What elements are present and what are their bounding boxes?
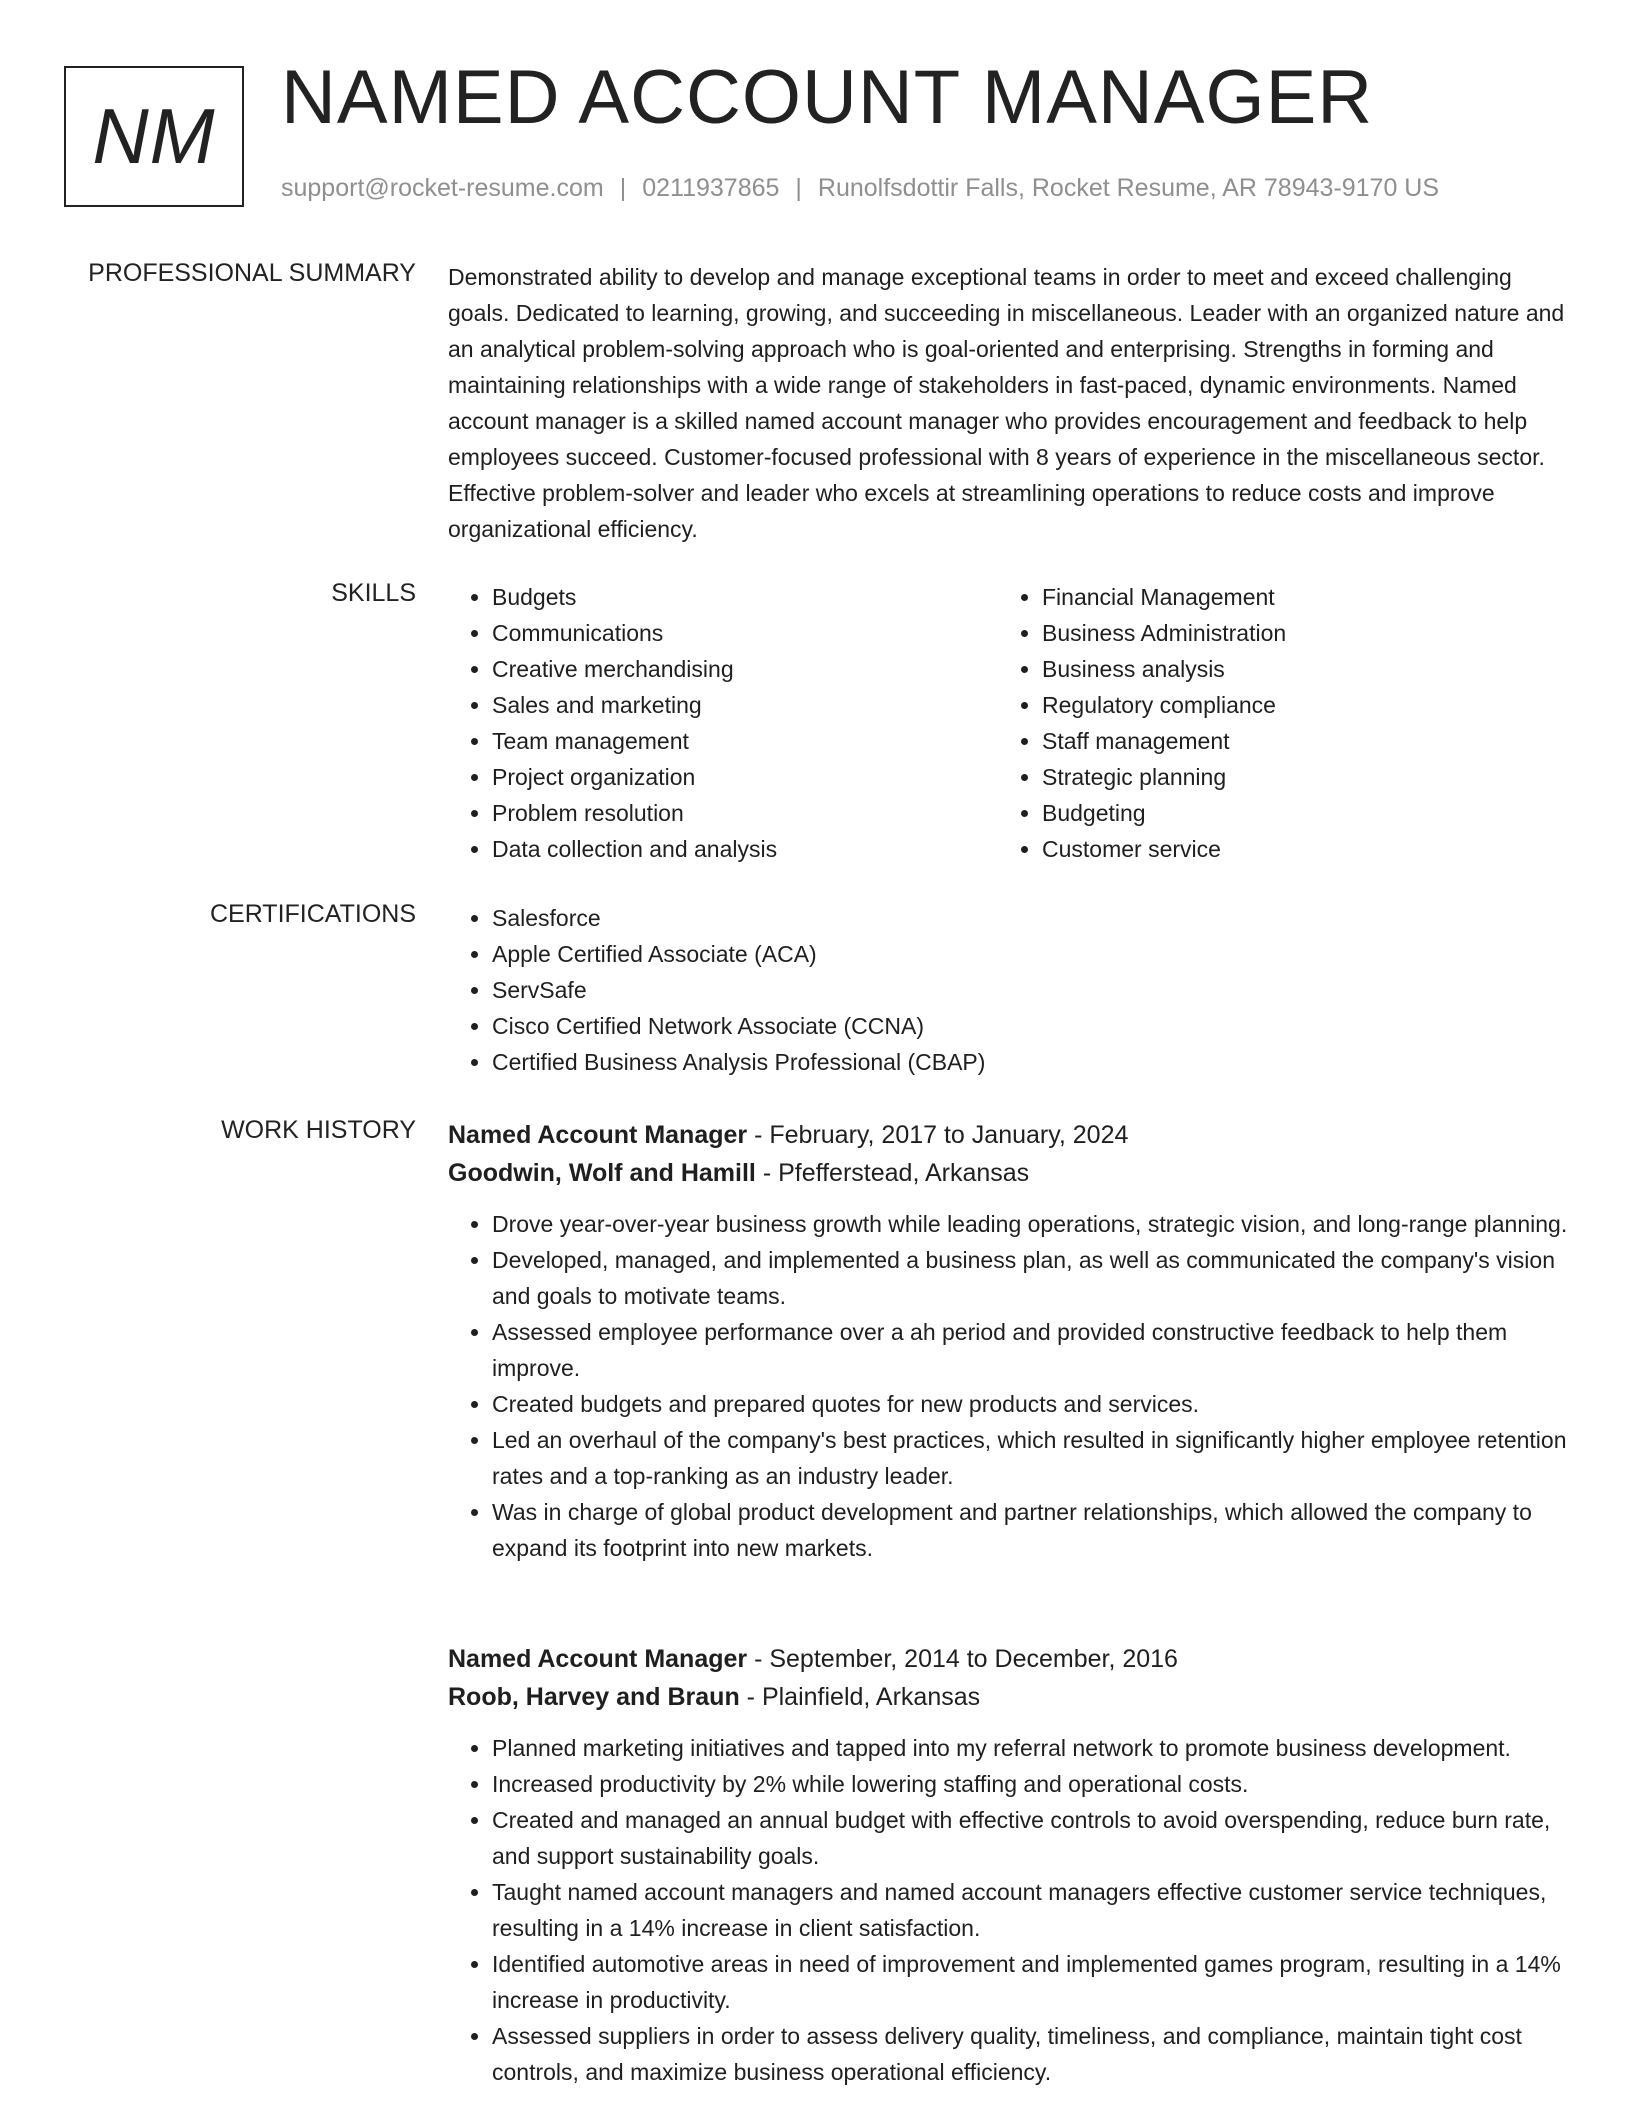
job-location: - Pfefferstead, Arkansas bbox=[755, 1159, 1030, 1187]
section-label-certifications: CERTIFICATIONS bbox=[209, 900, 416, 928]
job-entry bbox=[448, 1640, 1568, 2090]
job-bullet: • Created and managed an annual budget with effective controls to avoid overspending, reduce burn rate, and support sustainability goals. bbox=[492, 1802, 1568, 1874]
job-title-line bbox=[448, 1640, 1568, 1678]
skill-item: • Budgets bbox=[492, 579, 777, 615]
skill-item: • Project organization bbox=[492, 759, 777, 795]
certification-item: • ServSafe bbox=[492, 972, 1568, 1008]
skills-column-left bbox=[448, 579, 777, 867]
job-bullets bbox=[448, 1730, 1568, 2090]
job-company-line bbox=[448, 1678, 1568, 1716]
skill-item: • Regulatory compliance bbox=[1042, 687, 1286, 723]
job-title: Named Account Manager bbox=[448, 1121, 748, 1149]
job-bullet: • Assessed suppliers in order to assess delivery quality, timeliness, and compliance, maintain tight cost controls, and maximize business operational efficiency. bbox=[492, 2018, 1568, 2090]
section-label-work-history: WORK HISTORY bbox=[221, 1116, 416, 1144]
monogram-initials: NM bbox=[92, 92, 216, 180]
certification-item: • Salesforce bbox=[492, 900, 1568, 936]
skill-item: • Customer service bbox=[1042, 831, 1286, 867]
skill-item: • Staff management bbox=[1042, 723, 1286, 759]
job-title-line bbox=[448, 1116, 1568, 1154]
section-label-summary: PROFESSIONAL SUMMARY bbox=[88, 259, 416, 287]
certifications-list bbox=[448, 900, 1568, 1080]
job-dates: - September, 2014 to December, 2016 bbox=[747, 1645, 1178, 1673]
job-bullets bbox=[448, 1206, 1568, 1566]
job-bullet: • Assessed employee performance over a ah period and provided constructive feedback to help them improve. bbox=[492, 1314, 1568, 1386]
job-bullet: • Was in charge of global product development and partner relationships, which allowed the company to expand its footprint into new markets. bbox=[492, 1494, 1568, 1566]
skill-item: • Communications bbox=[492, 615, 777, 651]
contact-separator: | bbox=[619, 174, 627, 202]
monogram-box bbox=[64, 66, 244, 207]
contact-email: support@rocket-resume.com bbox=[281, 174, 604, 202]
skills-column-right bbox=[998, 579, 1286, 867]
job-dates: - February, 2017 to January, 2024 bbox=[747, 1121, 1129, 1149]
contact-address: Runolfsdottir Falls, Rocket Resume, AR 78943-9170 US bbox=[817, 174, 1440, 202]
job-bullet: • Increased productivity by 2% while lowering staffing and operational costs. bbox=[492, 1766, 1568, 1802]
job-company: Goodwin, Wolf and Hamill bbox=[448, 1159, 756, 1187]
job-bullet: • Created budgets and prepared quotes for new products and services. bbox=[492, 1386, 1568, 1422]
certification-item: • Certified Business Analysis Professional (CBAP) bbox=[492, 1044, 1568, 1080]
section-label-skills: SKILLS bbox=[331, 579, 416, 607]
candidate-name: NAMED ACCOUNT MANAGER bbox=[281, 55, 1374, 140]
skill-item: • Data collection and analysis bbox=[492, 831, 777, 867]
skill-item: • Sales and marketing bbox=[492, 687, 777, 723]
job-bullet: • Taught named account managers and named account managers effective customer service techniques, resulting in a 14% increase in client satisfaction. bbox=[492, 1874, 1568, 1946]
certification-item: • Cisco Certified Network Associate (CCNA) bbox=[492, 1008, 1568, 1044]
skill-item: • Creative merchandising bbox=[492, 651, 777, 687]
skill-item: • Business Administration bbox=[1042, 615, 1286, 651]
skill-item: • Financial Management bbox=[1042, 579, 1286, 615]
job-title: Named Account Manager bbox=[448, 1645, 748, 1673]
job-bullet: • Drove year-over-year business growth while leading operations, strategic vision, and long-range planning. bbox=[492, 1206, 1568, 1242]
contact-line bbox=[281, 174, 1439, 203]
job-bullet: • Planned marketing initiatives and tapped into my referral network to promote business development. bbox=[492, 1730, 1568, 1766]
skill-item: • Team management bbox=[492, 723, 777, 759]
job-bullet: • Led an overhaul of the company's best practices, which resulted in significantly higher employee retention rates and a top-ranking as an industry leader. bbox=[492, 1422, 1568, 1494]
skill-item: • Strategic planning bbox=[1042, 759, 1286, 795]
contact-separator: | bbox=[795, 174, 802, 202]
contact-phone: 0211937865 bbox=[642, 174, 780, 202]
job-location: - Plainfield, Arkansas bbox=[739, 1683, 981, 1711]
job-entry bbox=[448, 1116, 1568, 1566]
skill-item: • Budgeting bbox=[1042, 795, 1286, 831]
job-bullet: • Identified automotive areas in need of improvement and implemented games program, resulting in a 14% increase in productivity. bbox=[492, 1946, 1568, 2018]
job-company-line bbox=[448, 1154, 1568, 1192]
job-bullet: • Developed, managed, and implemented a business plan, as well as communicated the company's vision and goals to motivate teams. bbox=[492, 1242, 1568, 1314]
job-company: Roob, Harvey and Braun bbox=[448, 1683, 740, 1711]
summary-text: Demonstrated ability to develop and manage exceptional teams in order to meet and exceed challenging goals. Dedicated to learning, growing, and succeeding in miscellaneous. Leader with an organized nature and an analytical problem-solving approach who is goal-oriented and enterprising. Strengths in forming and maintaining relationships with a wide range of stakeholders in fast-paced, dynamic environments. Named account manager is a skilled named account manager who provides encouragement and feedback to help employees succeed. Customer-focused professional with 8 years of experience in the miscellaneous sector. Effective problem-solver and leader who excels at streamlining operations to reduce costs and improve organizational efficiency. bbox=[448, 264, 1565, 542]
certification-item: • Apple Certified Associate (ACA) bbox=[492, 936, 1568, 972]
skill-item: • Business analysis bbox=[1042, 651, 1286, 687]
skill-item: • Problem resolution bbox=[492, 795, 777, 831]
